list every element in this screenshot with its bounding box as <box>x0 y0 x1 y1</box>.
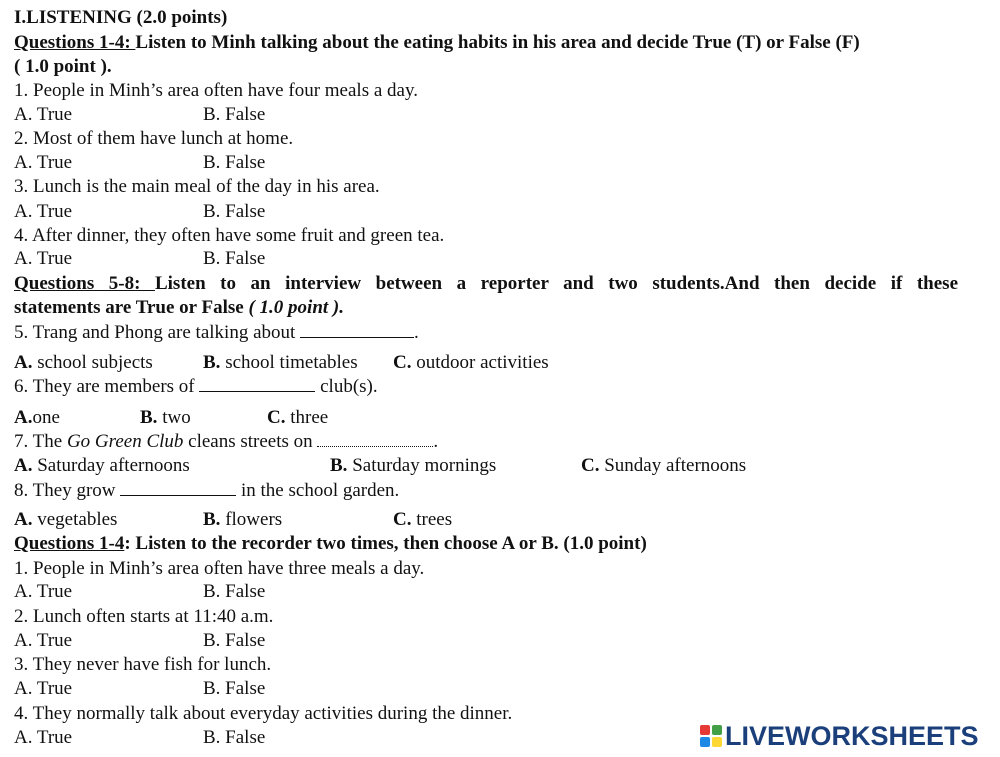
p2-q7-c-letter: C. <box>581 455 600 476</box>
p1-question-4: 4. After dinner, they often have some fruit and green tea. <box>14 225 445 246</box>
p2-q7-option-a[interactable] <box>14 455 190 476</box>
p3-q3-option-a[interactable]: A. True <box>14 678 73 699</box>
p2-q7-club: Go Green Club <box>66 431 184 452</box>
part1-heading-label: Questions 1-4: <box>14 32 136 53</box>
p1-question-1: 1. People in Minh’s area often have four meals a day. <box>14 80 418 101</box>
p1-q1-options <box>14 103 266 126</box>
p3-q2-option-a[interactable]: A. True <box>14 630 73 651</box>
p2-q7-options <box>14 454 747 477</box>
p2-q6-b-text: two <box>157 407 191 428</box>
p3-q2-options <box>14 629 266 652</box>
logo-square-blue <box>700 737 710 747</box>
section-title: I.LISTENING (2.0 points) <box>14 7 228 28</box>
p1-question-2: 2. Most of them have lunch at home. <box>14 128 294 149</box>
p3-question-1: 1. People in Minh’s area often have three meals a day. <box>14 558 425 579</box>
p2-q7-option-c[interactable] <box>581 454 746 477</box>
p2-q5-option-a[interactable] <box>14 352 153 373</box>
p2-q8-b-text: flowers <box>220 509 283 530</box>
p2-q5-blank[interactable] <box>300 323 414 338</box>
p1-q4-options <box>14 247 266 270</box>
p2-q6-text: 6. They are members of <box>14 376 200 397</box>
p2-q7-b-text: Saturday mornings <box>347 455 497 476</box>
p2-q7-a-text: Saturday afternoons <box>32 455 190 476</box>
p2-q5-b-text: school timetables <box>220 352 358 373</box>
p3-q3-option-b[interactable]: B. False <box>203 678 266 699</box>
p2-q5-end: . <box>414 322 419 343</box>
p1-q3-option-b[interactable]: B. False <box>203 201 266 222</box>
p2-q6-option-c[interactable] <box>267 406 328 429</box>
p3-q1-option-a[interactable]: A. True <box>14 581 73 602</box>
p3-q2-option-b[interactable]: B. False <box>203 630 266 651</box>
p3-question-4: 4. They normally talk about everyday activities during the dinner. <box>14 703 513 724</box>
p2-q5-option-c[interactable] <box>393 351 549 374</box>
part2-heading-line2 <box>14 296 344 319</box>
p2-q5-a-text: school subjects <box>32 352 153 373</box>
p2-question-7 <box>14 430 438 453</box>
p2-q6-end: club(s). <box>315 376 378 397</box>
logo-square-red <box>700 725 710 735</box>
part2-heading-text: Listen to an interview between a reporter and two students.And then decide if these <box>154 273 958 294</box>
p2-q8-c-letter: C. <box>393 509 412 530</box>
p1-q2-options <box>14 151 266 174</box>
p2-question-5 <box>14 321 419 344</box>
p2-q7-b-letter: B. <box>330 455 348 476</box>
p2-q8-end: in the school garden. <box>236 480 400 501</box>
liveworksheets-logo-icon <box>700 725 722 747</box>
p2-q5-c-text: outdoor activities <box>411 352 549 373</box>
p2-q8-a-letter: A. <box>14 509 33 530</box>
p3-question-2: 2. Lunch often starts at 11:40 a.m. <box>14 606 274 627</box>
p3-q1-options <box>14 580 266 603</box>
p3-q3-options <box>14 677 266 700</box>
p1-q3-options <box>14 200 266 223</box>
p2-q7-c-text: Sunday afternoons <box>599 455 747 476</box>
p2-q6-a-text: one <box>32 407 60 428</box>
p2-q6-blank[interactable] <box>199 377 315 392</box>
p1-q1-option-b[interactable]: B. False <box>203 104 266 125</box>
p3-q4-option-a[interactable]: A. True <box>14 727 73 748</box>
p2-q6-c-letter: C. <box>267 407 286 428</box>
p2-q8-blank[interactable] <box>120 481 236 496</box>
p2-q8-option-b[interactable] <box>203 508 282 531</box>
p1-q2-option-a[interactable]: A. True <box>14 152 73 173</box>
p2-q7-text-mid: cleans streets on <box>183 431 318 452</box>
p2-q7-text: 7. The <box>14 431 67 452</box>
logo-square-yellow <box>712 737 722 747</box>
part2-heading-points: ( 1.0 point ). <box>248 297 344 318</box>
p2-q5-options <box>14 351 549 374</box>
part1-heading-points: ( 1.0 point ). <box>14 56 112 77</box>
part2-heading <box>14 272 958 295</box>
part2-heading-label: Questions 5-8: <box>14 273 155 294</box>
p2-q6-options <box>14 406 329 429</box>
part2-heading-text2: statements are True or False <box>14 297 249 318</box>
p2-q6-b-letter: B. <box>140 407 158 428</box>
p2-q6-option-b[interactable] <box>140 406 191 429</box>
p2-q8-options <box>14 508 453 531</box>
p2-q7-option-b[interactable] <box>330 454 496 477</box>
p2-q8-c-text: trees <box>411 509 453 530</box>
p1-q2-option-b[interactable]: B. False <box>203 152 266 173</box>
part3-heading-text: : Listen to the recorder two times, then choose A or B. (1.0 point) <box>124 533 647 554</box>
p2-q7-a-letter: A. <box>14 455 33 476</box>
p1-question-3: 3. Lunch is the main meal of the day in his area. <box>14 176 380 197</box>
p2-q5-b-letter: B. <box>203 352 221 373</box>
p1-q4-option-b[interactable]: B. False <box>203 248 266 269</box>
p2-q8-a-text: vegetables <box>32 509 118 530</box>
p3-q4-option-b[interactable]: B. False <box>203 727 266 748</box>
p2-q8-option-a[interactable] <box>14 509 117 530</box>
p2-q5-option-b[interactable] <box>203 351 358 374</box>
p2-q8-option-c[interactable] <box>393 508 452 531</box>
p2-q7-blank[interactable] <box>317 432 433 447</box>
part3-heading-label: Questions 1-4 <box>14 533 125 554</box>
p3-question-3: 3. They never have fish for lunch. <box>14 654 272 675</box>
p2-q7-end: . <box>433 431 439 452</box>
p1-q1-option-a[interactable]: A. True <box>14 104 73 125</box>
part1-heading <box>14 31 860 54</box>
p3-q4-options <box>14 726 266 749</box>
p1-q3-option-a[interactable]: A. True <box>14 201 73 222</box>
p2-q8-text: 8. They grow <box>14 480 121 501</box>
p3-q1-option-b[interactable]: B. False <box>203 581 266 602</box>
p2-q5-c-letter: C. <box>393 352 412 373</box>
p2-q6-option-a[interactable] <box>14 407 60 428</box>
liveworksheets-logo-text: LIVEWORKSHEETS <box>725 720 979 751</box>
p2-question-8 <box>14 479 399 502</box>
p1-q4-option-a[interactable]: A. True <box>14 248 73 269</box>
part1-heading-text: Listen to Minh talking about the eating habits in his area and decide True (T) or False (F) <box>135 32 860 53</box>
part3-heading <box>14 532 647 555</box>
logo-square-green <box>712 725 722 735</box>
p2-q5-a-letter: A. <box>14 352 33 373</box>
p2-q6-a-letter: A. <box>14 407 33 428</box>
p2-q8-b-letter: B. <box>203 509 221 530</box>
p2-q5-text: 5. Trang and Phong are talking about <box>14 322 301 343</box>
liveworksheets-logo <box>700 721 979 751</box>
p2-question-6 <box>14 375 378 398</box>
p2-q6-c-text: three <box>285 407 329 428</box>
